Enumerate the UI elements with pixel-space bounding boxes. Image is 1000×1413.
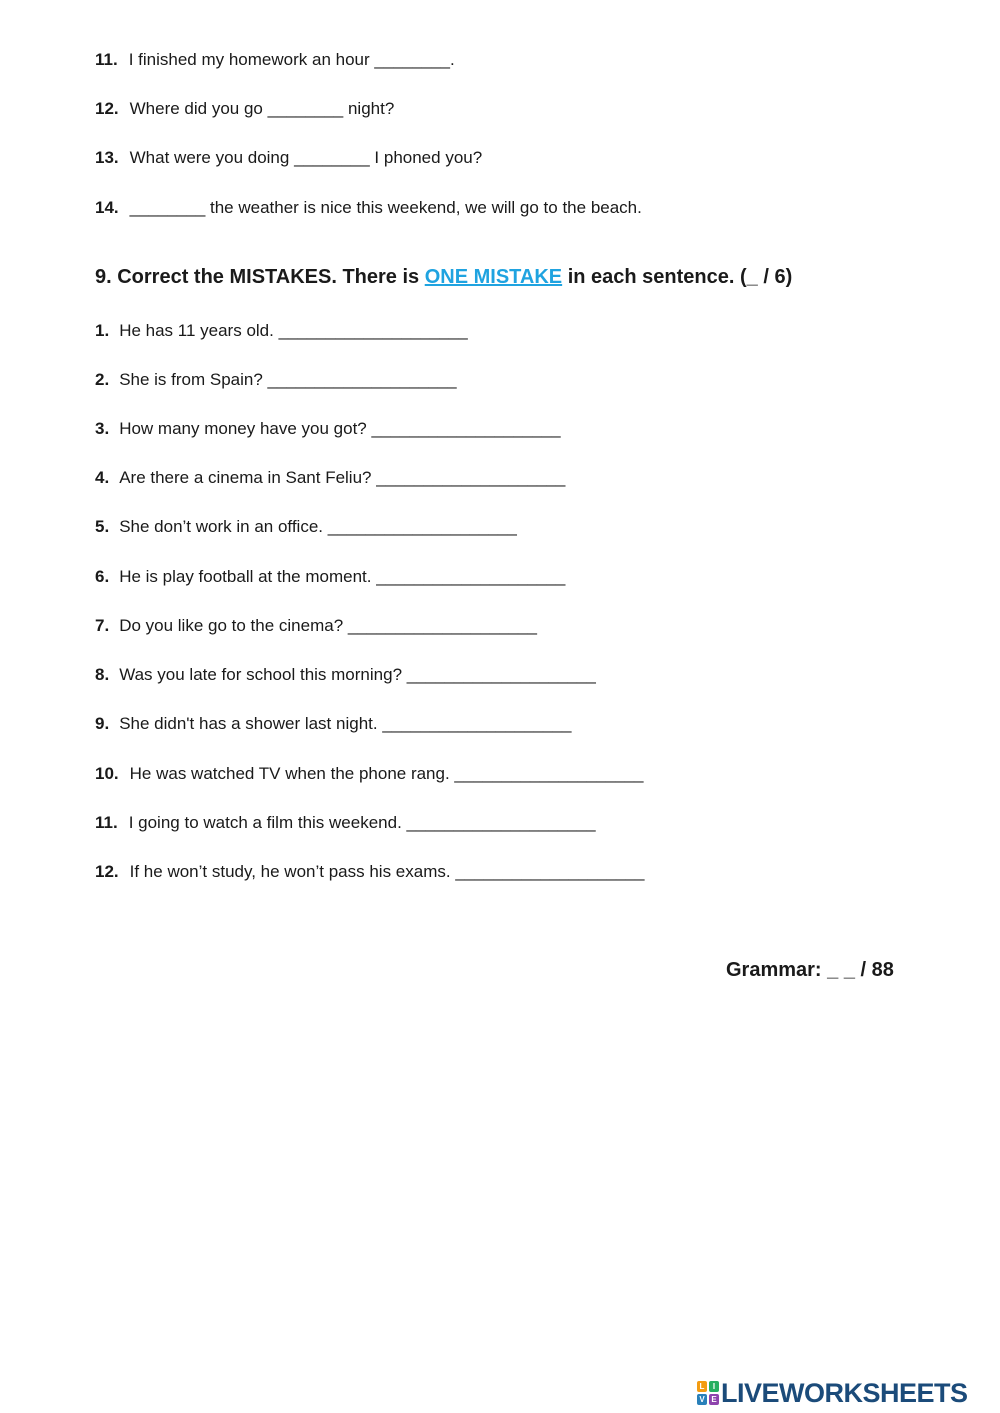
item-number: 5. bbox=[95, 517, 110, 536]
liveworksheets-logo bbox=[697, 1378, 968, 1408]
item-text: Do you like go to the cinema? ____________________ bbox=[119, 616, 537, 635]
item-number: 11. bbox=[95, 813, 118, 832]
item-number: 2. bbox=[95, 370, 110, 389]
heading-highlight: ONE MISTAKE bbox=[424, 266, 563, 288]
exercise-item bbox=[95, 418, 561, 440]
section-heading bbox=[95, 264, 792, 290]
exercise-item bbox=[95, 812, 596, 834]
item-text: He was watched TV when the phone rang. ____________________ bbox=[129, 764, 644, 783]
exercise-item bbox=[95, 49, 455, 71]
exercise-item bbox=[95, 98, 394, 120]
item-number: 6. bbox=[95, 567, 110, 586]
item-number: 10. bbox=[95, 764, 119, 783]
item-number: 13. bbox=[95, 148, 119, 167]
item-text: I going to watch a film this weekend. ____________________ bbox=[128, 813, 596, 832]
item-text: ________ the weather is nice this weekend, we will go to the beach. bbox=[129, 198, 642, 217]
exercise-item bbox=[95, 369, 457, 391]
exercise-item bbox=[95, 664, 596, 686]
item-number: 1. bbox=[95, 321, 110, 340]
logo-letter-e: E bbox=[709, 1394, 719, 1405]
item-text: He is play football at the moment. ____________________ bbox=[119, 567, 566, 586]
exercise-item bbox=[95, 516, 517, 538]
item-number: 4. bbox=[95, 468, 110, 487]
exercise-item bbox=[95, 763, 644, 785]
item-text: How many money have you got? ____________________ bbox=[119, 419, 561, 438]
exercise-item bbox=[95, 147, 482, 169]
item-number: 7. bbox=[95, 616, 110, 635]
exercise-item bbox=[95, 566, 565, 588]
grammar-score: Grammar: _ _ / 88 bbox=[726, 959, 894, 981]
item-text: Where did you go ________ night? bbox=[129, 99, 395, 118]
exercise-item bbox=[95, 615, 537, 637]
item-text: I finished my homework an hour ________. bbox=[128, 50, 455, 69]
exercise-item bbox=[95, 320, 468, 342]
item-number: 3. bbox=[95, 419, 110, 438]
item-text: She didn't has a shower last night. ____________________ bbox=[119, 714, 572, 733]
item-text: Was you late for school this morning? ____________________ bbox=[119, 665, 596, 684]
brand-name: LIVEWORKSHEETS bbox=[721, 1377, 968, 1408]
heading-prefix: 9. Correct the MISTAKES. There is bbox=[95, 266, 425, 288]
exercise-item bbox=[95, 861, 644, 883]
brand-logo-icon bbox=[697, 1381, 719, 1405]
item-text: He has 11 years old. ____________________ bbox=[119, 321, 468, 340]
logo-letter-v: V bbox=[697, 1394, 707, 1405]
item-number: 11. bbox=[95, 50, 118, 69]
item-text: She is from Spain? ____________________ bbox=[119, 370, 457, 389]
exercise-item bbox=[95, 713, 571, 735]
heading-suffix: in each sentence. (_ / 6) bbox=[562, 266, 793, 288]
logo-letter-i: I bbox=[709, 1381, 719, 1392]
exercise-item bbox=[95, 197, 642, 219]
item-text: If he won’t study, he won’t pass his exams. ____________________ bbox=[129, 862, 645, 881]
item-number: 8. bbox=[95, 665, 110, 684]
exercise-item bbox=[95, 467, 565, 489]
item-text: She don’t work in an office. ____________________ bbox=[119, 517, 517, 536]
logo-letter-l: L bbox=[697, 1381, 707, 1392]
item-number: 9. bbox=[95, 714, 110, 733]
item-number: 14. bbox=[95, 198, 119, 217]
item-text: What were you doing ________ I phoned you? bbox=[129, 148, 483, 167]
item-number: 12. bbox=[95, 99, 119, 118]
item-text: Are there a cinema in Sant Feliu? ____________________ bbox=[119, 468, 566, 487]
item-number: 12. bbox=[95, 862, 119, 881]
